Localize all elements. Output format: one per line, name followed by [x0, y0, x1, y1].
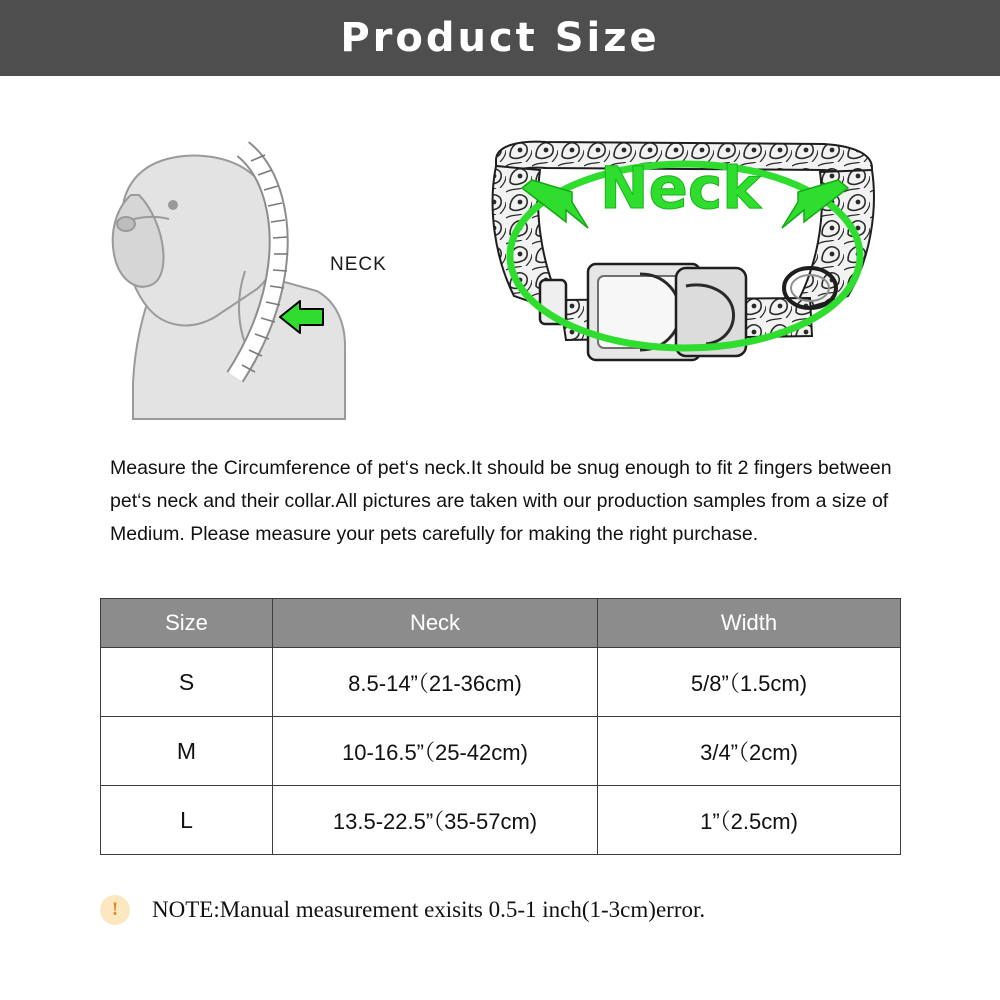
dog-head-illustration [95, 131, 425, 421]
table-row [101, 717, 901, 786]
collar-illustration [480, 136, 890, 396]
column-header-neck: Neck [273, 599, 598, 648]
page-header [0, 0, 1000, 76]
table-header-row [101, 599, 901, 648]
dog-neck-label: NECK [330, 254, 387, 275]
note-text: NOTE:Manual measurement exisits 0.5-1 inch(1-3cm)error. [152, 897, 706, 922]
table-row [101, 786, 901, 855]
cell-size: M [101, 717, 273, 786]
table-row [101, 648, 901, 717]
cell-size: L [101, 786, 273, 855]
cell-width: 5/8”（1.5cm) [598, 648, 901, 717]
size-chart-table [100, 598, 901, 855]
collar-neck-label: Neck [600, 154, 761, 222]
measurement-description: Measure the Circumference of pet‘s neck.It should be snug enough to fit 2 fingers between pet‘s neck and their collar.All pictures are taken with our production samples from a size of Medium. Please measure your pets carefully for making the right purchase. [110, 456, 892, 545]
cell-size: S [101, 648, 273, 717]
exclamation-icon: ! [100, 895, 130, 925]
page-title: Product Size [340, 15, 660, 61]
column-header-width: Width [598, 599, 901, 648]
column-header-size: Size [101, 599, 273, 648]
illustration-area [0, 76, 1000, 421]
note-row [100, 895, 920, 925]
cell-neck: 8.5-14”（21-36cm) [273, 648, 598, 717]
cell-neck: 10-16.5”（25-42cm) [273, 717, 598, 786]
cell-width: 3/4”（2cm) [598, 717, 901, 786]
table-body [101, 648, 901, 855]
cell-neck: 13.5-22.5”（35-57cm) [273, 786, 598, 855]
table-header [101, 599, 901, 648]
cell-width: 1”（2.5cm) [598, 786, 901, 855]
